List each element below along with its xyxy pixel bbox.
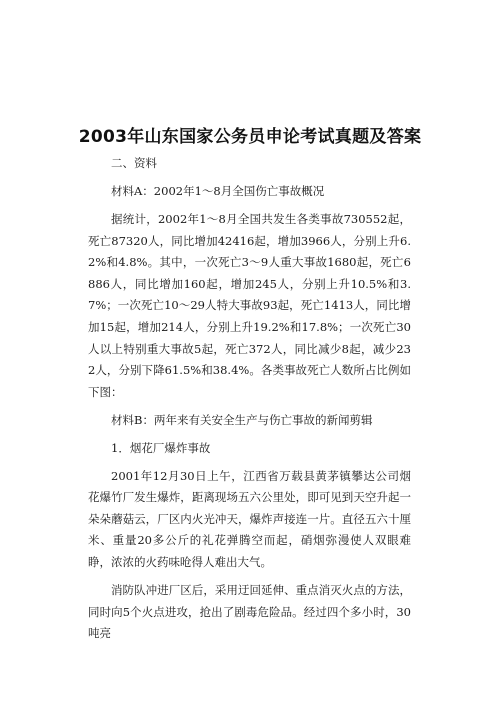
document-title: 2003年山东国家公务员申论考试真题及答案 <box>78 127 422 147</box>
section-heading: 二、资料 <box>111 156 157 170</box>
item-1-heading: 1．烟花厂爆炸事故 <box>111 440 211 455</box>
item-1-paragraph-1: 2001年12月30日上午，江西省万载县黄茅镇攀达公司烟花爆竹厂发生爆炸，距离现场五六公里处，即可见到天空升起一朵朵蘑菇云，厂区内火光冲天，爆炸声接连一片。直径五六十厘米、重量20多公斤的礼花弹腾空而起，硝烟弥漫使人双眼难睁，浓浓的火药味呛得人难出大气。 <box>88 468 411 570</box>
material-b-title: 材料B：两年来有关安全生产与伤亡事故的新闻剪辑 <box>111 412 373 427</box>
material-a-paragraph: 据统计，2002年1～8月全国共发生各类事故730552起，死亡87320人，同比增加42416起，增加3966人，分别上升6.2%和4.8%。其中，一次死亡3～9人重大事故1680起，死亡6886人，同比增加160起，增加245人，分别上升10.5%和3.7%；一次死亡10～29人特大事故93起，死亡1413人，同比增加15起，增加214人，分别上升19.2%和17.8%；一次死亡30人以上特别重大事故5起，死亡372人，同比减少8起，减少232人，分别下降61.5%和38.4%。各类事故死亡人数所占比例如下图： <box>88 211 411 399</box>
item-1-paragraph-2: 消防队冲进厂区后，采用迂回延伸、重点消灭火点的方法，同时向5个火点进攻，抢出了剧毒危险品。经过四个多小时，30吨亮 <box>88 583 411 641</box>
material-a-title: 材料A：2002年1～8月全国伤亡事故概况 <box>111 183 325 198</box>
document-body <box>88 153 411 651</box>
